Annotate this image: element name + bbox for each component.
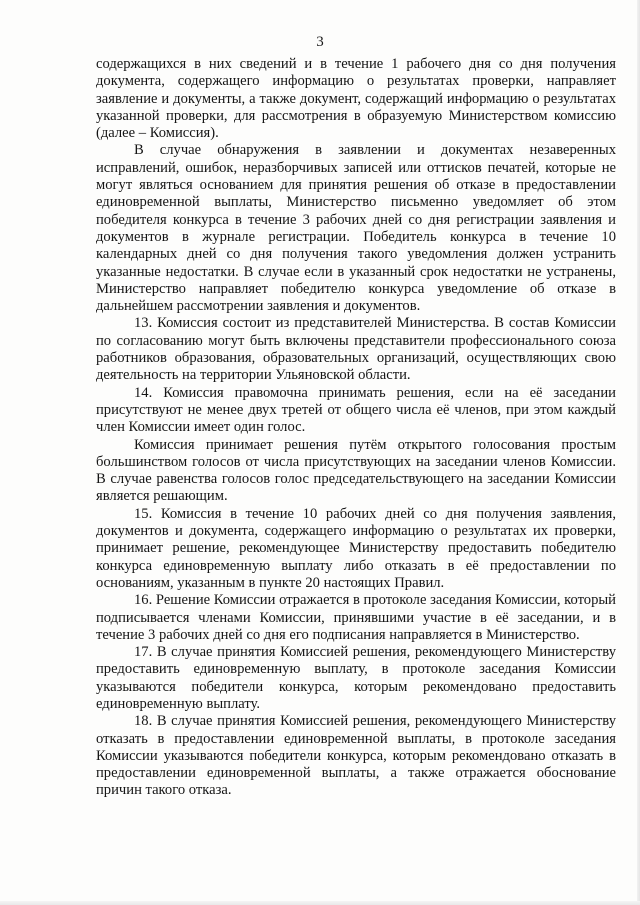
paragraph-13-commission-composition: 13. Комиссия состоит из представителей Министерства. В состав Комиссии по согласованию могут быть включены представители профессионального союза работников образования, образовательных организаций, осуществляющих свою деятельность на территории Ульяновской области. [96, 315, 616, 384]
paragraph-14-quorum: 14. Комиссия правомочна принимать решения, если на её заседании присутствуют не менее двух третей от общего числа её членов, при этом каждый член Комиссии имеет один голос. [96, 384, 616, 436]
document-body [96, 56, 616, 800]
paragraph-voting: Комиссия принимает решения путём открытого голосования простым большинством голосов от числа присутствующих на заседании членов Комиссии. В случае равенства голосов голос председательствующего на заседании Комиссии является решающим. [96, 436, 616, 505]
paragraph-16-protocol: 16. Решение Комиссии отражается в протоколе заседания Комиссии, который подписывается членами Комиссии, принявшими участие в её заседании, и в течение 3 рабочих дней со дня его подписания направляется в Министерство. [96, 592, 616, 643]
page-number: 3 [316, 34, 324, 50]
paragraph-continuation: содержащихся в них сведений и в течение 1 рабочего дня со дня получения документа, содержащего информацию о результатах проверки, направляет заявление и документы, а также документ, содержащий информацию о результатах указанной проверки, для рассмотрения в образуемую Министерством комиссию (далее – Комиссия). [96, 56, 616, 142]
paragraph-15-decision: 15. Комиссия в течение 10 рабочих дней со дня получения заявления, документов и документа, содержащего информацию о результатах их проверки, принимает решение, рекомендующее Министерству предоставить победителю конкурса единовременную выплату либо отказать в её предоставлении по основаниям, указанным в пункте 20 настоящих Правил. [96, 505, 616, 591]
scan-bottom-edge [0, 901, 640, 905]
paragraph-corrections-notice: В случае обнаружения в заявлении и документах незаверенных исправлений, ошибок, неразборчивых записей или оттисков печатей, которые не могут являться основанием для принятия решения об отказе в предоставлении единовременной выплаты, Министерство письменно уведомляет об этом победителя конкурса в течение 3 рабочих дней со дня регистрации заявления и документов в журнале регистрации. Победитель конкурса в течение 10 календарных дней со дня получения такого уведомления должен устранить указанные недостатки. В случае если в указанный срок недостатки не устранены, Министерство направляет победителю конкурса уведомление об отказе в дальнейшем рассмотрении заявления и документов. [96, 142, 616, 315]
paragraph-18-refusal-recommendation: 18. В случае принятия Комиссией решения, рекомендующего Министерству отказать в предоставлении единовременной выплаты, в протоколе заседания Комиссии указываются победители конкурса, которым рекомендовано отказать в предоставлении единовременной выплаты, а также отражается обоснование причин такого отказа. [96, 713, 616, 799]
paragraph-17-grant-recommendation: 17. В случае принятия Комиссией решения, рекомендующего Министерству предоставить единовременную выплату, в протоколе заседания Комиссии указываются победители конкурса, которым рекомендовано предоставить единовременную выплату. [96, 644, 616, 712]
